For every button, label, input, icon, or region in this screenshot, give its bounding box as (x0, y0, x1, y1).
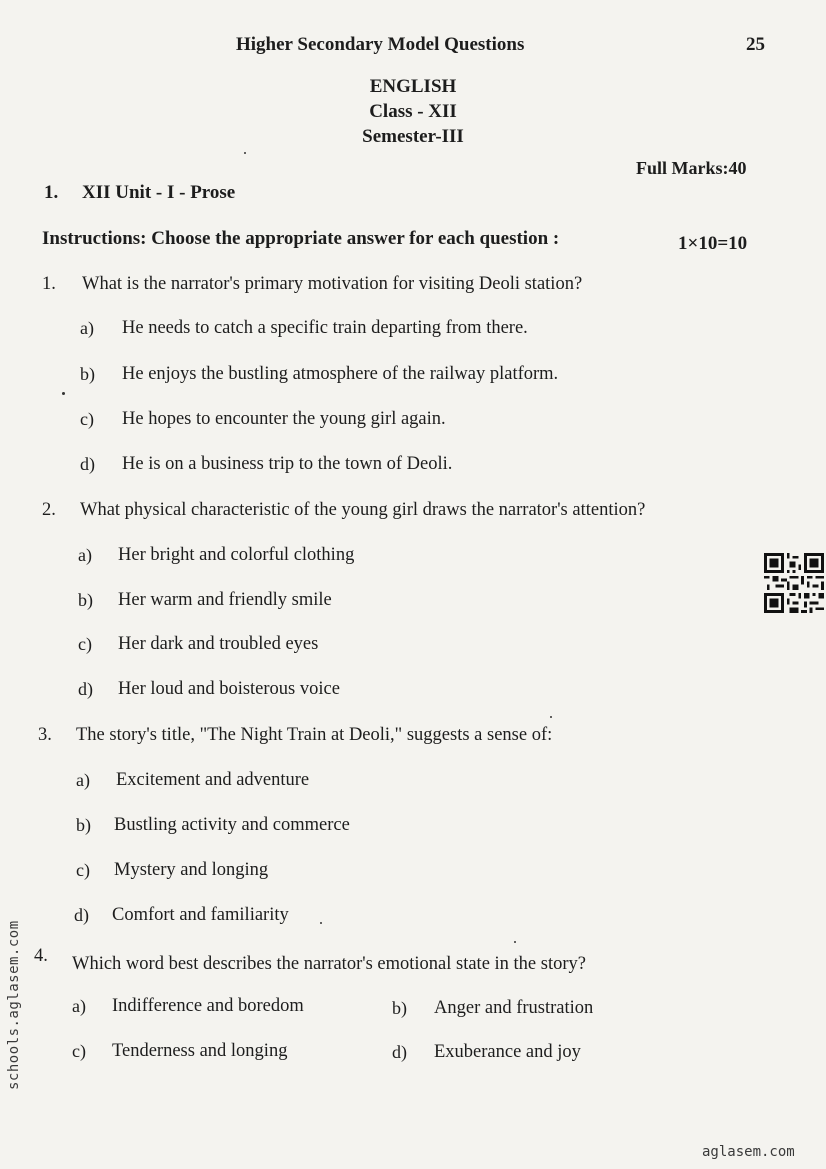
option-letter: a) (78, 545, 92, 565)
question-number: 3. (38, 725, 52, 745)
option-letter: d) (78, 679, 93, 699)
option-text: Her bright and colorful clothing (118, 545, 355, 565)
option-text: Her dark and troubled eyes (118, 634, 319, 654)
option-letter: c) (78, 634, 92, 654)
question-text: What is the narrator's primary motivation for visiting Deoli station? (82, 274, 583, 294)
option-letter: a) (72, 996, 86, 1016)
scan-speck (62, 392, 65, 395)
option-text: He is on a business trip to the town of Deoli. (122, 454, 453, 474)
full-marks: Full Marks:40 (636, 158, 747, 178)
scan-speck (514, 941, 516, 943)
scan-speck (550, 716, 552, 718)
option-text: Her warm and friendly smile (118, 590, 332, 610)
question-number: 2. (42, 500, 56, 520)
option-letter: b) (80, 364, 95, 384)
option-text: Exuberance and joy (434, 1042, 581, 1062)
question-number: 4. (34, 946, 48, 966)
option-letter: c) (72, 1041, 86, 1061)
option-text: He hopes to encounter the young girl again. (122, 409, 446, 429)
question-number: 1. (42, 274, 56, 294)
option-letter: a) (80, 318, 94, 338)
qr-code-icon (764, 553, 824, 613)
question-text: Which word best describes the narrator's emotional state in the story? (72, 954, 586, 974)
bottom-watermark: aglasem.com (702, 1144, 795, 1160)
option-letter: b) (76, 815, 91, 835)
subject-title: ENGLISH (369, 76, 457, 97)
instructions-marks: 1×10=10 (678, 233, 748, 254)
option-text: Comfort and familiarity (112, 905, 289, 925)
semester-title: Semester-III (362, 126, 464, 147)
section-title: XII Unit - I - Prose (82, 182, 236, 203)
option-text: Mystery and longing (114, 860, 269, 880)
option-letter: b) (392, 998, 407, 1018)
instructions: Instructions: Choose the appropriate answer for each question : (42, 228, 560, 249)
option-letter: c) (76, 860, 90, 880)
option-text: Anger and frustration (434, 998, 594, 1018)
option-letter: d) (74, 905, 89, 925)
option-text: Her loud and boisterous voice (118, 679, 340, 699)
option-text: He enjoys the bustling atmosphere of the railway platform. (122, 364, 559, 384)
question-text: What physical characteristic of the young girl draws the narrator's attention? (80, 500, 646, 520)
option-letter: d) (392, 1042, 407, 1062)
class-title: Class - XII (369, 101, 457, 122)
side-watermark: schools.aglasem.com (6, 920, 22, 1090)
running-header: Higher Secondary Model Questions (236, 34, 525, 55)
option-text: Tenderness and longing (112, 1041, 288, 1061)
option-letter: c) (80, 409, 94, 429)
section-number: 1. (44, 182, 59, 203)
option-text: Indifference and boredom (112, 996, 304, 1016)
option-text: Bustling activity and commerce (114, 815, 350, 835)
option-text: He needs to catch a specific train departing from there. (122, 318, 528, 338)
page-number: 25 (746, 34, 765, 55)
question-text: The story's title, "The Night Train at Deoli," suggests a sense of: (76, 725, 553, 745)
option-letter: a) (76, 770, 90, 790)
option-letter: b) (78, 590, 93, 610)
option-letter: d) (80, 454, 95, 474)
scan-speck (244, 152, 246, 154)
scan-speck (320, 922, 322, 924)
option-text: Excitement and adventure (116, 770, 310, 790)
